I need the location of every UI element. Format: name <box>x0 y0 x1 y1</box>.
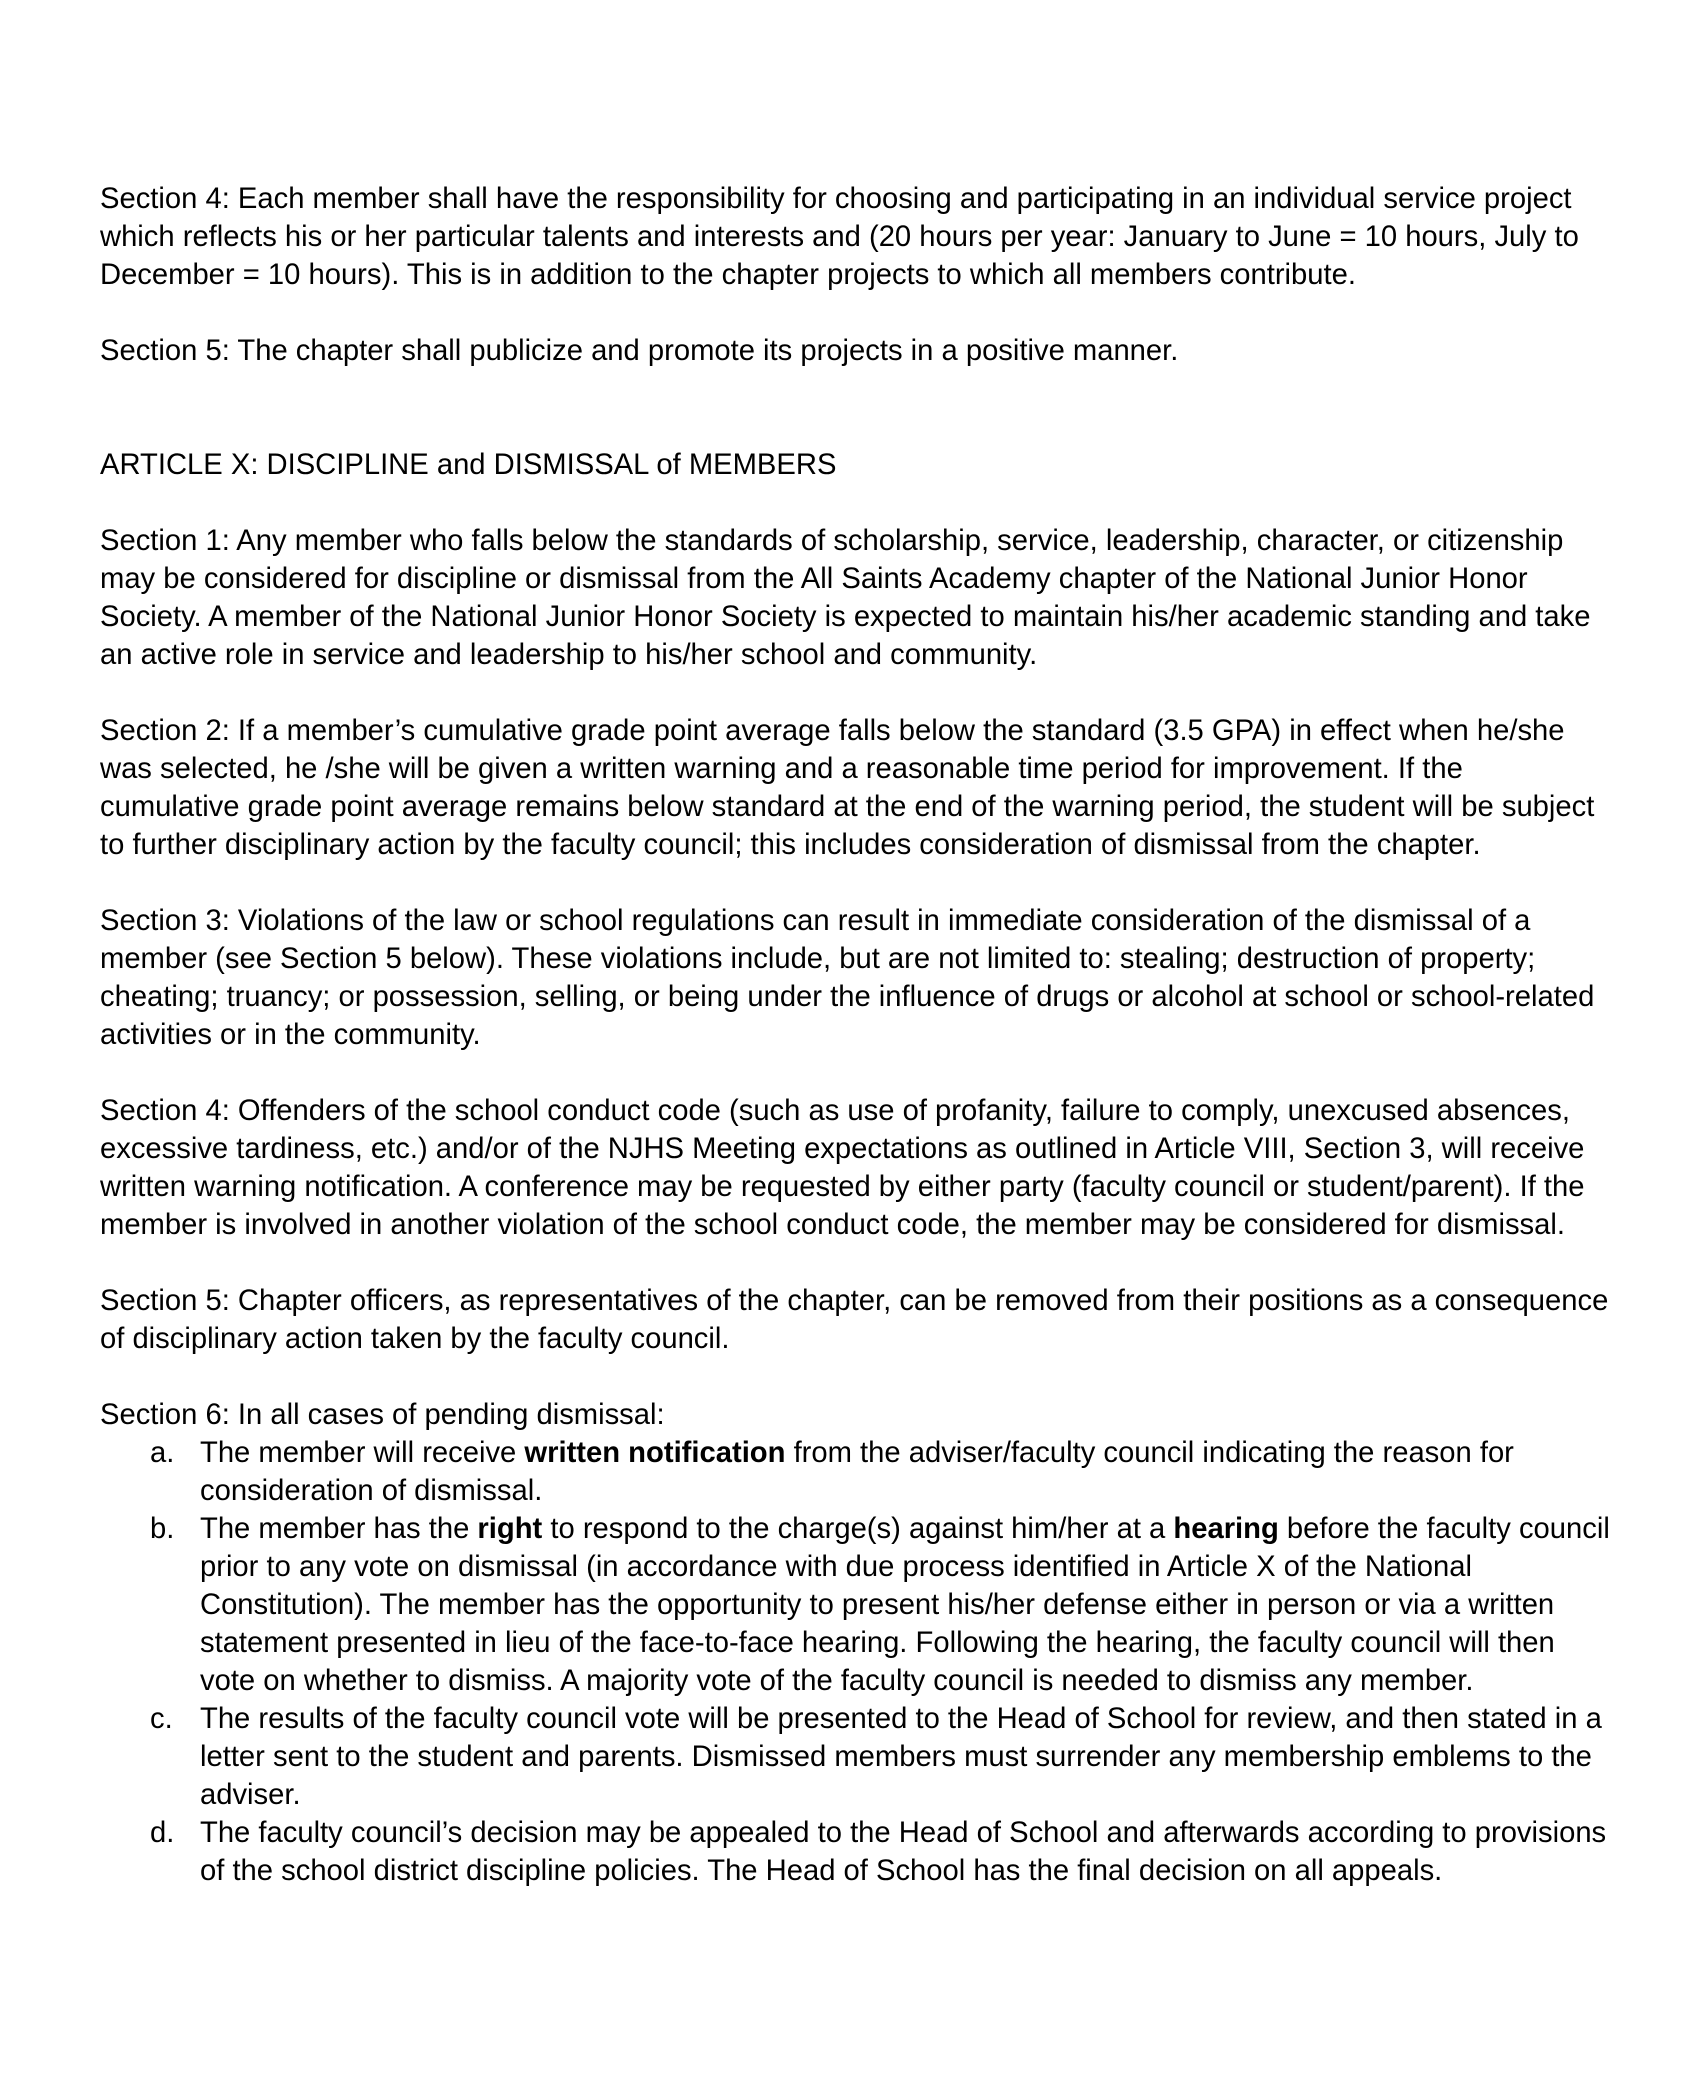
article-x-section-2: Section 2: If a member’s cumulative grade point average falls below the standard (3.5 GPA) in effect when he/she was selected, he /she will be given a written warning and a reasonable time period for improvement. If the cumulative grade point average remains below standard at the end of the warning period, the student will be subject to further disciplinary action by the faculty council; this includes consideration of dismissal from the chapter. <box>100 715 1595 861</box>
item-text-rest: before the faculty council prior to any vote on dismissal (in accordance with due process identified in Article X of the National Constitution). The member has the opportunity to present his/her defense either in person or via a written statement presented in lieu of the face-to-face hearing. Following the hearing, the faculty council will then vote on whether to dismiss. A majority vote of the faculty council is needed to dismiss any member. <box>200 1513 1610 1697</box>
item-text-pre: The member will receive <box>200 1437 525 1469</box>
item-text-mid: to respond to the charge(s) against him/her at a <box>542 1513 1174 1545</box>
list-marker: c. <box>150 1703 173 1735</box>
article-x-section-4: Section 4: Offenders of the school conduct code (such as use of profanity, failure to comply, unexcused absences, excessive tardiness, etc.) and/or of the NJHS Meeting expectations as outlined in Article VIII, Section 3, will receive written warning notification. A conference may be requested by either party (faculty council or student/parent). If the member is involved in another violation of the school conduct code, the member may be considered for dismissal. <box>100 1095 1585 1241</box>
emphasis-written-notification: written notification <box>524 1437 786 1469</box>
document-page <box>100 180 1610 1890</box>
article-x-heading: ARTICLE X: DISCIPLINE and DISMISSAL of MEMBERS <box>100 449 837 481</box>
list-marker: b. <box>150 1513 175 1545</box>
article-x-section-3: Section 3: Violations of the law or school regulations can result in immediate consideration of the dismissal of a member (see Section 5 below). These violations include, but are not limited to: stealing; destruction of property; cheating; truancy; or possession, selling, or being under the influence of drugs or alcohol at school or school-related activities or in the community. <box>100 905 1595 1051</box>
list-item <box>100 1700 1610 1814</box>
section-5-publicize: Section 5: The chapter shall publicize and promote its projects in a positive manner. <box>100 335 1179 367</box>
list-item <box>100 1510 1610 1700</box>
emphasis-hearing: hearing <box>1173 1513 1279 1545</box>
item-text: The faculty council’s decision may be appealed to the Head of School and afterwards according to provisions of the school district discipline policies. The Head of School has the final decision on all appeals. <box>200 1817 1607 1887</box>
item-text-pre: The member has the <box>200 1513 478 1545</box>
list-item <box>100 1434 1610 1510</box>
emphasis-right: right <box>477 1513 543 1545</box>
section-6-list <box>100 1434 1610 1890</box>
section-4-service-project: Section 4: Each member shall have the responsibility for choosing and participating in an individual service project which reflects his or her particular talents and interests and (20 hours per year: January to June = 10 hours, July to December = 10 hours). This is in addition to the chapter projects to which all members contribute. <box>100 183 1579 291</box>
article-x-section-1: Section 1: Any member who falls below the standards of scholarship, service, leadership, character, or citizenship may be considered for discipline or dismissal from the All Saints Academy chapter of the National Junior Honor Society. A member of the National Junior Honor Society is expected to maintain his/her academic standing and take an active role in service and leadership to his/her school and community. <box>100 525 1591 671</box>
article-x-section-6-intro: Section 6: In all cases of pending dismissal: <box>100 1399 665 1431</box>
item-text-rest: from the adviser/faculty council indicating the reason for consideration of dismissal. <box>200 1437 1514 1507</box>
article-x-section-5: Section 5: Chapter officers, as representatives of the chapter, can be removed from their positions as a consequence of disciplinary action taken by the faculty council. <box>100 1285 1609 1355</box>
list-item <box>100 1814 1610 1890</box>
item-text: The results of the faculty council vote will be presented to the Head of School for review, and then stated in a letter sent to the student and parents. Dismissed members must surrender any membership emblems to the adviser. <box>200 1703 1602 1811</box>
list-marker: d. <box>150 1817 175 1849</box>
list-marker: a. <box>150 1437 175 1469</box>
